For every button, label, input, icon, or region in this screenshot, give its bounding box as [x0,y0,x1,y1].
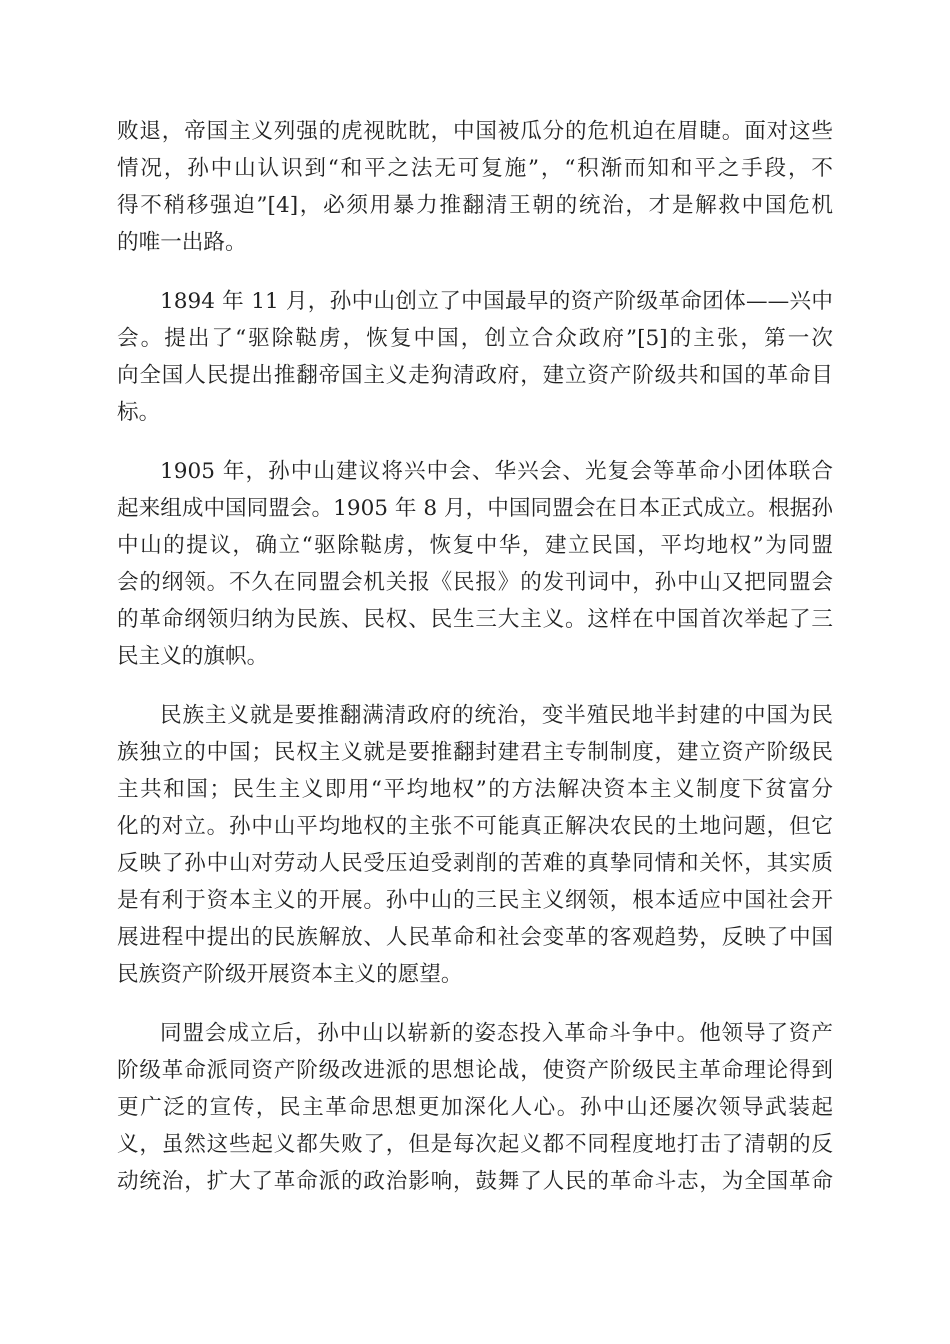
text-line: 民族主义就是要推翻满清政府的统治，变半殖民地半封建的中国为民 [160,703,833,728]
text-line: 的唯一出路。 [117,230,247,255]
text-line: 得不稍移强迫”[4]，必须用暴力推翻清王朝的统治，才是解救中国危机 [117,193,833,218]
text-line: 族独立的中国；民权主义就是要推翻封建君主专制制度，建立资产阶级民 [117,740,833,765]
text-line: 中山的提议，确立“驱除鞑虏，恢复中华，建立民国，平均地权”为同盟 [117,533,833,558]
text-line: 主共和国；民生主义即用“平均地权”的方法解决资本主义制度下贫富分 [117,777,833,802]
paragraph [117,697,833,993]
text-line: 会。提出了“驱除鞑虏，恢复中国，创立合众政府”[5]的主张，第一次 [117,326,833,351]
text-line: 更广泛的宣传，民主革命思想更加深化人心。孙中山还屡次领导武装起 [117,1095,833,1120]
paragraph [117,113,833,261]
paragraph [117,283,833,431]
paragraph [117,453,833,675]
text-line: 阶级革命派同资产阶级改进派的思想论战，使资产阶级民主革命理论得到 [117,1058,833,1083]
text-line: 会的纲领。不久在同盟会机关报《民报》的发刊词中，孙中山又把同盟会 [117,570,833,595]
text-line: 向全国人民提出推翻帝国主义走狗清政府，建立资产阶级共和国的革命目 [117,363,833,388]
text-line: 起来组成中国同盟会。1905 年 8 月，中国同盟会在日本正式成立。根据孙 [117,496,833,521]
text-line: 同盟会成立后，孙中山以崭新的姿态投入革命斗争中。他领导了资产 [160,1021,833,1046]
text-line: 民主义的旗帜。 [117,644,269,669]
text-line: 1894 年 11 月，孙中山创立了中国最早的资产阶级革命团体——兴中 [160,289,833,314]
text-line: 的革命纲领归纳为民族、民权、民生三大主义。这样在中国首次举起了三 [117,607,833,632]
text-line: 1905 年，孙中山建议将兴中会、华兴会、光复会等革命小团体联合 [160,459,833,484]
text-line: 情况，孙中山认识到“和平之法无可复施”，“积渐而知和平之手段，不 [117,156,833,181]
text-line: 是有利于资本主义的开展。孙中山的三民主义纲领，根本适应中国社会开 [117,888,833,913]
text-line: 标。 [117,400,161,425]
paragraph [117,1015,833,1200]
text-line: 义，虽然这些起义都失败了，但是每次起义都不同程度地打击了清朝的反 [117,1132,833,1157]
text-line: 败退，帝国主义列强的虎视眈眈，中国被瓜分的危机迫在眉睫。面对这些 [117,119,833,144]
text-line: 反映了孙中山对劳动人民受压迫受剥削的苦难的真挚同情和关怀，其实质 [117,851,833,876]
body-text [117,113,833,1222]
text-line: 民族资产阶级开展资本主义的愿望。 [117,962,463,987]
text-line: 展进程中提出的民族解放、人民革命和社会变革的客观趋势，反映了中国 [117,925,833,950]
text-line: 动统治，扩大了革命派的政治影响，鼓舞了人民的革命斗志，为全国革命 [117,1169,833,1194]
text-line: 化的对立。孙中山平均地权的主张不可能真正解决农民的土地问题，但它 [117,814,833,839]
